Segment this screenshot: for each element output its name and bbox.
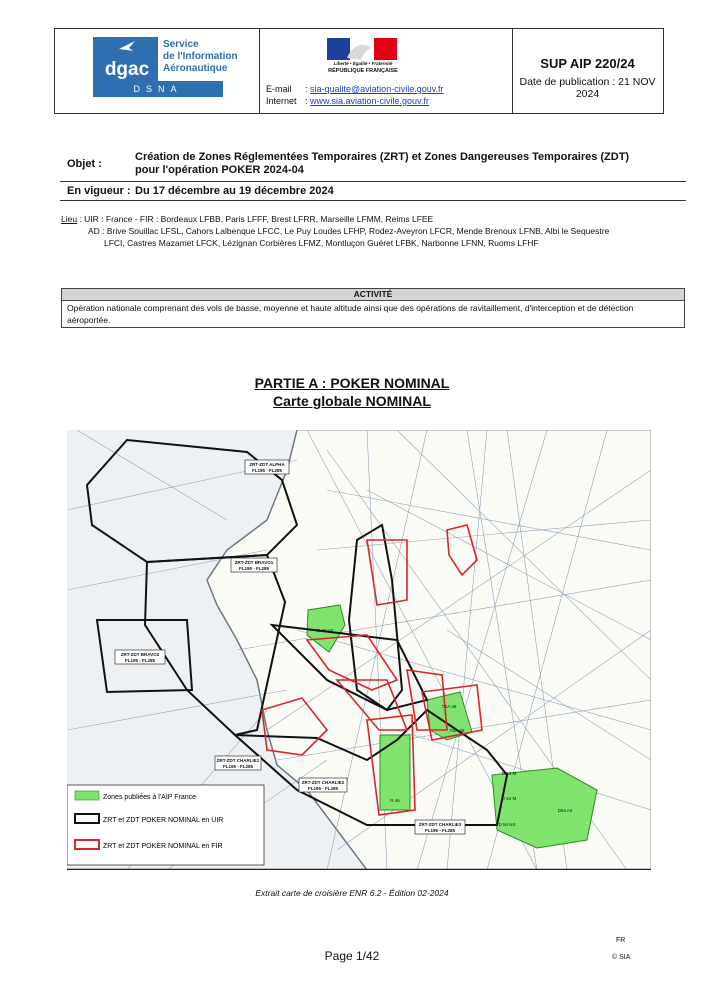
plane-icon (117, 39, 137, 53)
activite-text (67, 302, 679, 326)
page-number: Page 1/42 (324, 949, 380, 963)
email-row: : sia-qualite@aviation-civile.gouv.fr (305, 84, 444, 94)
label-d54b: D 54 M (501, 796, 517, 801)
email-label: E-mail (266, 84, 292, 94)
partie-title: PARTIE A : POKER NOMINAL (254, 375, 450, 391)
internet-row: : www.sia.aviation-civile.gouv.fr (305, 96, 429, 106)
label-bravo1: ZRT-ZDT BRAVO1 (234, 560, 274, 565)
internet-label: Internet (266, 96, 297, 106)
map-legend (67, 785, 264, 865)
label-tsa1: TSA 46 (441, 704, 457, 709)
publication-date: Date de publication : 21 NOV 2024 (519, 76, 656, 100)
label-alpha-fl: FL195 - FL285 (251, 468, 283, 473)
label-charlie3: ZRT-ZDT CHARLIE3 (418, 822, 462, 827)
lieu-ad2: LFCI, Castres Mazamet LFCK, Lézignan Corbières LFMZ, Montluçon Guéret LFBK, Narbonne LFNN, Ruoms LFHF (104, 238, 539, 248)
dgac-logo-text: dgac (104, 59, 150, 80)
label-r46: R 46 (390, 798, 400, 803)
lieu-ad1: AD : Brive Souillac LFSL, Cahors Lalbenque LFCC, Le Puy Loudes LFHP, Rodez-Aveyron LFCR, Mende Brenoux LFNB, Albi le Sequestre (88, 226, 610, 236)
label-d55: D 54 NS (498, 822, 516, 827)
map-caption: Extrait carte de croisière ENR 6.2 - Édition 02-2024 (255, 888, 449, 898)
sia-copyright: © SIA (612, 954, 631, 961)
lieu-label: Lieu (61, 214, 78, 224)
service-line: Aéronautique (163, 63, 228, 74)
legend-green-swatch (75, 791, 99, 800)
label-d54c: D54 A2 (557, 808, 573, 813)
label-alpha: ZRT-ZDT ALPHA (249, 462, 285, 467)
legend-black: ZRT et ZDT POKER NOMINAL en UIR (103, 817, 224, 824)
label-bravo1-fl: FL195 - FL285 (238, 566, 270, 571)
service-line: Service (163, 39, 199, 50)
partie-subtitle: Carte globale NOMINAL (273, 393, 431, 409)
activite-box (61, 288, 685, 328)
label-tsa2: TSA 46 (449, 728, 465, 733)
header-ref-cell (512, 29, 663, 113)
vigueur-label: En vigueur : (67, 185, 131, 197)
objet-label: Objet : (67, 158, 102, 170)
objet-text (135, 151, 665, 177)
objet-line: pour l'opération POKER 2024-04 (135, 164, 304, 176)
republic-name: RÉPUBLIQUE FRANÇAISE (328, 68, 398, 74)
legend-red: ZRT et ZDT POKER NOMINAL en FIR (103, 843, 223, 850)
activite-line: Opération nationale comprenant des vols de basse, moyenne et haute altitude ainsi que des opérations de ravitaillement, d'interception et de détection (67, 303, 634, 313)
lieu-uir (61, 213, 691, 225)
legend-green: Zones publiées à l'AIP France (103, 794, 197, 801)
website-link[interactable]: www.sia.aviation-civile.gouv.fr (310, 96, 429, 106)
lieu-block (61, 213, 691, 249)
objet-line: Création de Zones Réglementées Temporaires (ZRT) et Zones Dangereuses Temporaires (ZDT) (135, 151, 630, 163)
sup-aip-ref: SUP AIP 220/24 (540, 56, 635, 71)
header-contact-cell (259, 29, 513, 113)
label-d54: D 54 M (501, 771, 517, 776)
vigueur-value: Du 17 décembre au 19 décembre 2024 (135, 185, 334, 197)
dgac-logo (93, 37, 158, 81)
label-charlie1: ZRT-ZDT CHARLIE1 (216, 758, 260, 763)
header-table (54, 28, 664, 114)
label-bravo2-fl: FL195 - FL285 (124, 658, 156, 663)
header-logo-cell (55, 29, 260, 113)
lieu-uir-text: : UIR : France - FIR : Bordeaux LFBB, Paris LFFF, Brest LFRR, Marseille LFMM, Reims LFEE (79, 214, 434, 224)
email-link[interactable]: sia-qualite@aviation-civile.gouv.fr (310, 84, 444, 94)
republic-motto: Liberté • Égalité • Fraternité (333, 61, 393, 66)
label-r49: R 49 H2 (316, 628, 334, 633)
label-charlie1-fl: FL195 - FL285 (222, 764, 254, 769)
airspace-map (67, 430, 651, 870)
divider (60, 200, 686, 201)
marianne-logo (327, 38, 397, 60)
label-charlie2-fl: FL195 - FL285 (307, 786, 339, 791)
fr-mark: FR (616, 937, 626, 944)
activite-title: ACTIVITÉ (62, 289, 684, 301)
label-charlie2: ZRT-ZDT CHARLIE2 (301, 780, 345, 785)
activite-line: aéroportée. (67, 315, 111, 325)
dsna-bar: DSNA (93, 81, 223, 97)
service-line: de l'Information (163, 51, 238, 62)
service-title (163, 39, 259, 75)
label-bravo2: ZRT-ZDT BRAVO2 (120, 652, 160, 657)
divider (60, 181, 686, 182)
label-charlie3-fl: FL195 - FL285 (424, 828, 456, 833)
